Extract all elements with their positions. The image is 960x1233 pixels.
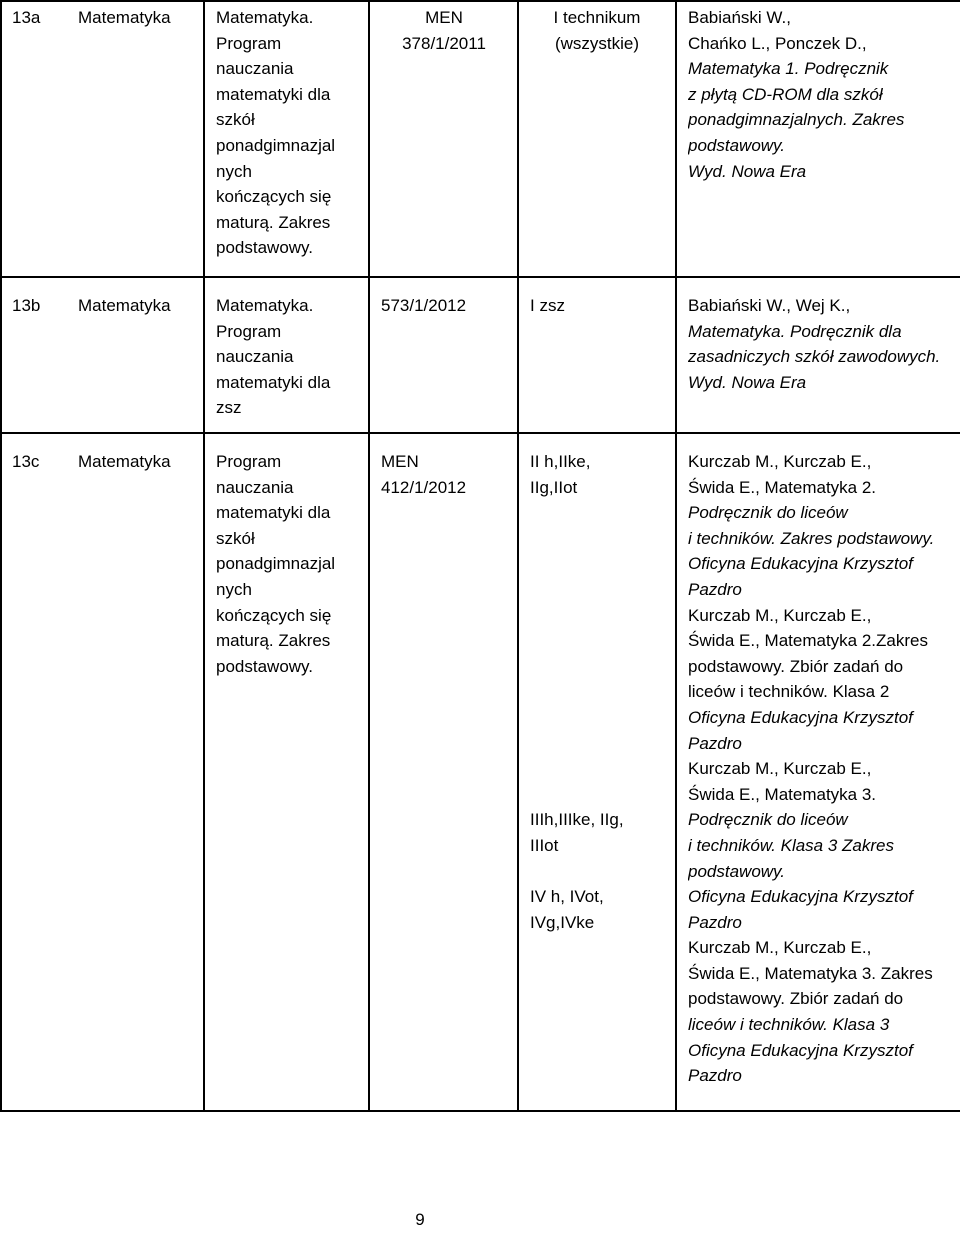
subject: Matematyka (78, 8, 171, 27)
program-number: MEN 378/1/2011 (402, 8, 486, 53)
program-name: Matematyka. Program nauczania matematyki dla zsz (216, 296, 331, 418)
subject: Matematyka (78, 452, 171, 471)
textbook: Babiański W., Chańko L., Ponczek D., Matematyka 1. Podręcznik z płytą CD-ROM dla szkół ponadgimnazjalnych. Zakres podstawowy. Wyd. Nowa Era (688, 8, 905, 181)
program-name: Matematyka. Program nauczania matematyki dla szkół ponadgimnazjal nych kończących się maturą. Zakres podstawowy. (216, 8, 336, 258)
textbook: Babiański W., Wej K., Matematyka. Podręcznik dla zasadniczych szkół zawodowych. Wyd. Nowa Era (688, 296, 941, 392)
page-number: 9 (415, 1210, 425, 1229)
classes: I zsz (530, 296, 565, 315)
row-id: 13a (12, 8, 41, 27)
program-name: Program nauczania matematyki dla szkół ponadgimnazjal nych kończących się maturą. Zakres podstawowy. (216, 452, 336, 676)
subject: Matematyka (78, 296, 171, 315)
classes-year-3: IIIh,IIIke, IIg, IIIot (530, 810, 624, 855)
classes: I technikum (wszystkie) (553, 8, 641, 53)
program-number: 573/1/2012 (381, 296, 467, 315)
row-id: 13b (12, 296, 41, 315)
row-id: 13c (12, 452, 40, 471)
textbook: Kurczab M., Kurczab E., Świda E., Matematyka 2. Podręcznik do liceów i techników. Zakres podstawowy. Oficyna Edukacyjna Krzysztof Pazdro Kurczab M., Kurczab E., Świda E., Matematyka 2.Zakres podstawowy. Zbiór zadań do liceów i techników. Klasa 2 Oficyna Edukacyjna Krzysztof Pazdro Kurczab M., Kurczab E., Świda E., Matematyka 3. Podręcznik do liceów i techników. Klasa 3 Zakres podstawowy. Oficyna Edukacyjna Krzysztof Pazdro Kurczab M., Kurczab E., Świda E., Matematyka 3. Zakres podstawowy. Zbiór zadań do liceów i techników. Klasa 3 Oficyna Edukacyjna Krzysztof Pazdro (688, 452, 935, 1086)
classes-year-4: IV h, IVot, IVg,IVke (530, 887, 604, 932)
classes-year-2: II h,IIke, IIg,IIot (530, 452, 591, 497)
program-number: MEN 412/1/2012 (381, 452, 467, 497)
